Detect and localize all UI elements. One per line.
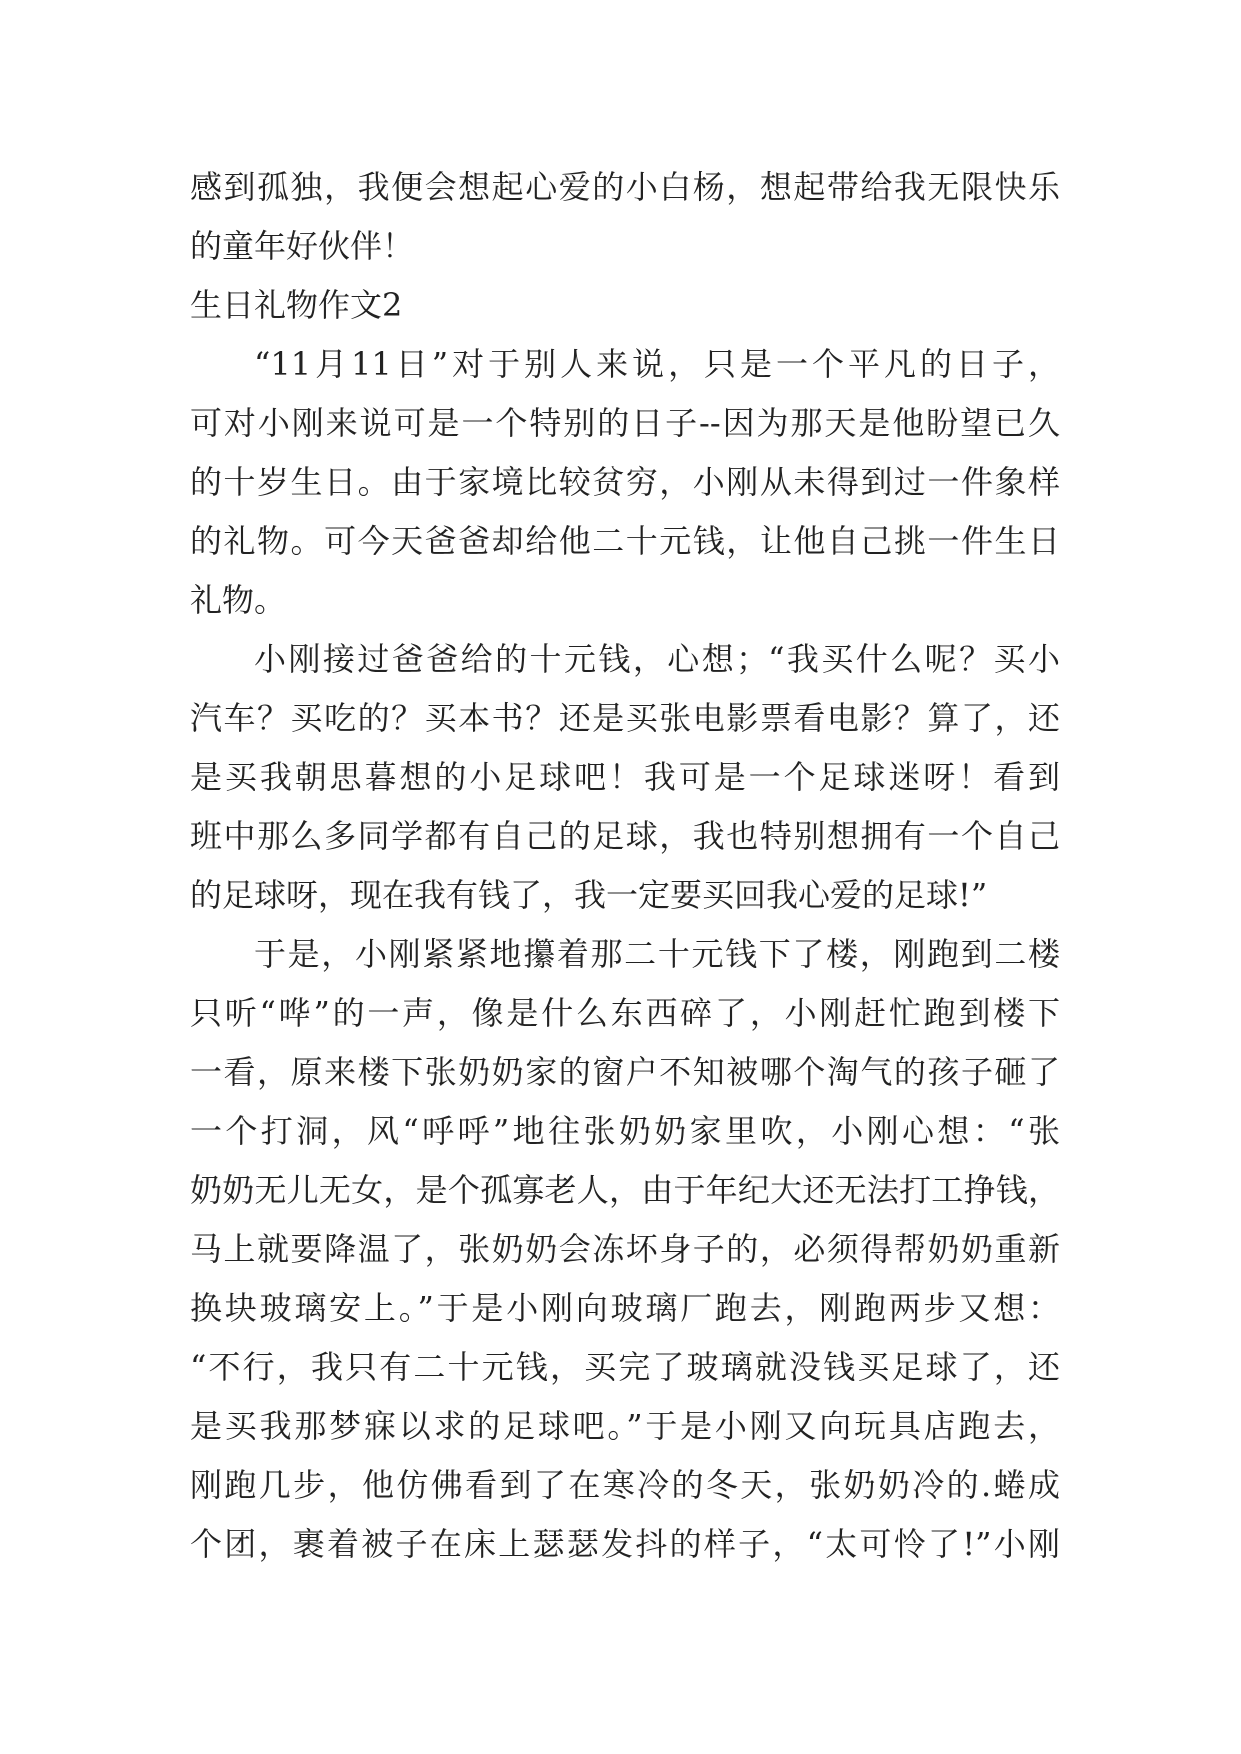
text-line: 换块玻璃安上。”于是小刚向玻璃厂跑去，刚跑两步又想： — [190, 1289, 1060, 1327]
text-line: 是买我那梦寐以求的足球吧。”于是小刚又向玩具店跑去， — [190, 1407, 1060, 1445]
text-line: 汽车？买吃的？买本书？还是买张电影票看电影？算了，还 — [190, 699, 1060, 737]
text-line: 的足球呀，现在我有钱了，我一定要买回我心爱的足球!” — [190, 876, 988, 914]
section-heading: 生日礼物作文2 — [190, 286, 403, 324]
text-line: 个团，裹着被子在床上瑟瑟发抖的样子，“太可怜了!”小刚 — [190, 1525, 1060, 1563]
text-line: 的童年好伙伴！ — [190, 227, 415, 265]
text-line: 奶奶无儿无女，是个孤寡老人，由于年纪大还无法打工挣钱， — [190, 1171, 1060, 1209]
text-line: 马上就要降温了，张奶奶会冻坏身子的，必须得帮奶奶重新 — [190, 1230, 1060, 1268]
text-line: 可对小刚来说可是一个特别的日子--因为那天是他盼望已久 — [190, 404, 1060, 442]
text-line: 感到孤独，我便会想起心爱的小白杨，想起带给我无限快乐 — [190, 168, 1060, 206]
text-line: 小刚接过爸爸给的十元钱，心想；“我买什么呢？买小 — [254, 640, 1060, 678]
text-line: 一看，原来楼下张奶奶家的窗户不知被哪个淘气的孩子砸了 — [190, 1053, 1060, 1091]
text-line: 是买我朝思暮想的小足球吧！我可是一个足球迷呀！看到 — [190, 758, 1060, 796]
text-line: 的十岁生日。由于家境比较贫穷，小刚从未得到过一件象样 — [190, 463, 1060, 501]
text-line: 于是，小刚紧紧地攥着那二十元钱下了楼，刚跑到二楼 — [254, 935, 1060, 973]
text-line: “不行，我只有二十元钱，买完了玻璃就没钱买足球了，还 — [190, 1348, 1060, 1386]
document-body — [190, 158, 1060, 1574]
text-line: “11月11日”对于别人来说，只是一个平凡的日子， — [254, 345, 1060, 383]
text-line: 的礼物。可今天爸爸却给他二十元钱，让他自己挑一件生日 — [190, 522, 1060, 560]
text-line: 只听“哗”的一声，像是什么东西碎了，小刚赶忙跑到楼下 — [190, 994, 1060, 1032]
text-line: 一个打洞，风“呼呼”地往张奶奶家里吹，小刚心想：“张 — [190, 1112, 1060, 1150]
text-line: 班中那么多同学都有自己的足球，我也特别想拥有一个自己 — [190, 817, 1060, 855]
text-line: 刚跑几步，他仿佛看到了在寒冷的冬天，张奶奶冷的.蜷成 — [190, 1466, 1060, 1504]
text-line: 礼物。 — [190, 581, 287, 619]
